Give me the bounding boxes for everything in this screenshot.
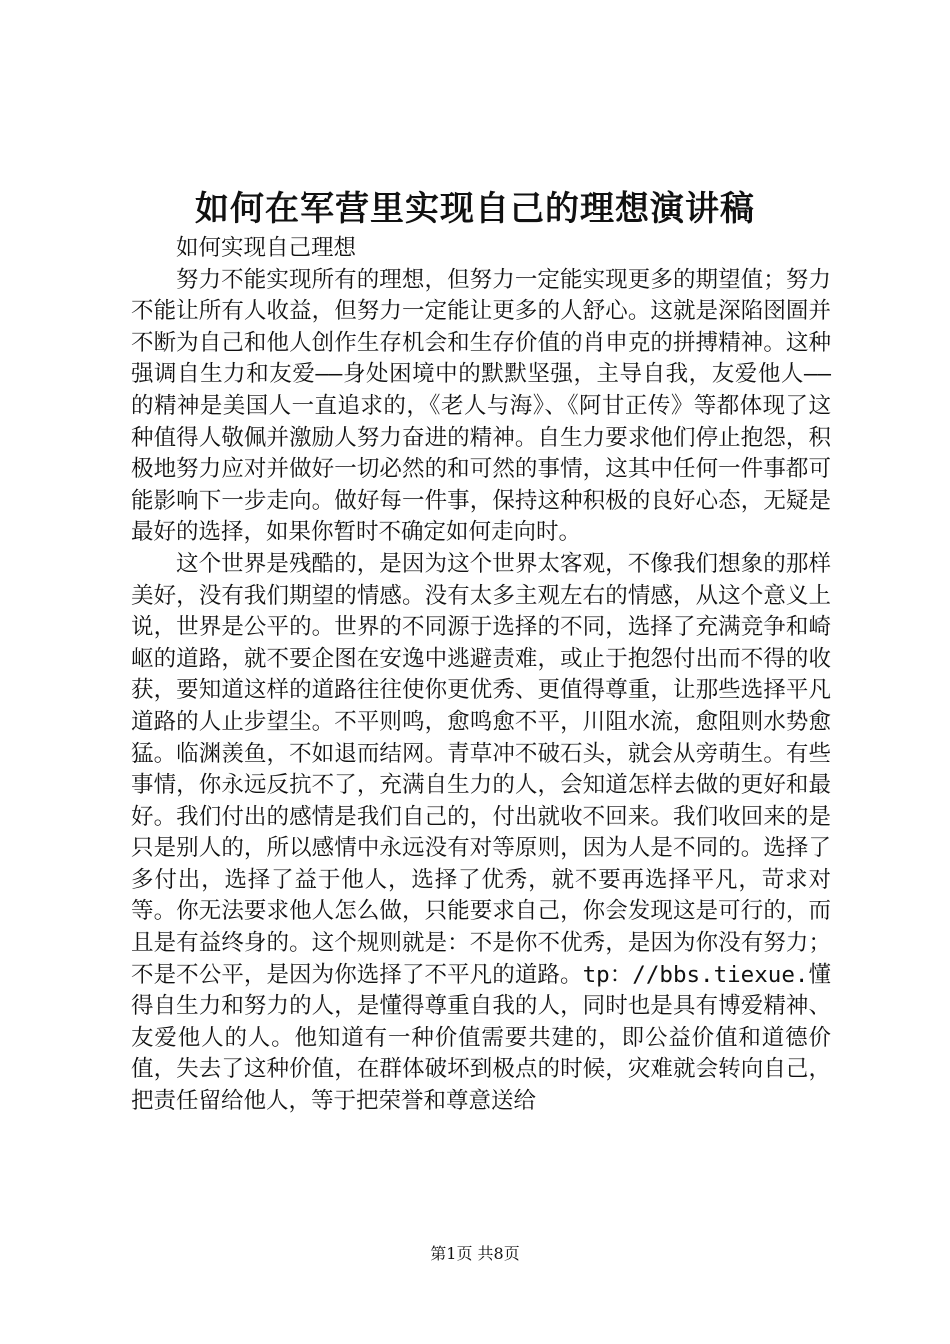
- subtitle-paragraph: 如何实现自己理想: [176, 235, 357, 261]
- document-title: 如何在军营里实现自己的理想演讲稿: [195, 189, 755, 229]
- body-paragraph-1: 努力不能实现所有的理想，但努力一定能实现更多的期望值；努力不能让所有人收益，但努力一定能让更多的人舒心。这就是深陷囹圄并不断为自己和他人创作生存机会和生存价值的肖申克的拼搏精神。这种强调自生力和友爱——身处困境中的默默坚强，主导自我，友爱他人——的精神是美国人一直追求的，《老人与海》、《阿甘正传》等都体现了这种值得人敬佩并激励人努力奋进的精神。自生力要求他们停止抱怨，积极地努力应对并做好一切必然的和可然的事情，这其中任何一件事都可能影响下一步走向。做好每一件事，保持这种积极的良好心态，无疑是最好的选择，如果你暂时不确定如何走向时。: [131, 266, 831, 546]
- document-body: [131, 233, 831, 1118]
- body-paragraph-2: 这个世界是残酷的，是因为这个世界太客观，不像我们想象的那样美好，没有我们期望的情感。没有太多主观左右的情感，从这个意义上说，世界是公平的。世界的不同源于选择的不同，选择了充满竞争和崎岖的道路，就不要企图在安逸中逃避责难，或止于抱怨付出而不得的收获，要知道这样的道路往往使你更优秀、更值得尊重，让那些选择平凡道路的人止步望尘。不平则鸣，愈鸣愈不平，川阻水流，愈阻则水势愈猛。临渊羡鱼，不如退而结网。青草冲不破石头，就会从旁萌生。有些事情，你永远反抗不了，充满自生力的人，会知道怎样去做的更好和最好。我们付出的感情是我们自己的，付出就收不回来。我们收回来的是只是别人的，所以感情中永远没有对等原则，因为人是不同的。选择了多付出，选择了益于他人，选择了优秀，就不要再选择平凡，苛求对等。你无法要求他人怎么做，只能要求自己，你会发现这是可行的，而且是有益终身的。这个规则就是：不是你不优秀，是因为你没有努力；不是不公平，是因为你选择了不平凡的道路。tp：//bbs.tiexue.懂得自生力和努力的人，是懂得尊重自我的人，同时也是具有博爱精神、友爱他人的人。他知道有一种价值需要共建的，即公益价值和道德价值，失去了这种价值，在群体破坏到极点的时候，灾难就会转向自己，把责任留给他人，等于把荣誉和尊意送给: [131, 550, 831, 1115]
- page-footer: 第1页 共8页: [430, 1244, 520, 1263]
